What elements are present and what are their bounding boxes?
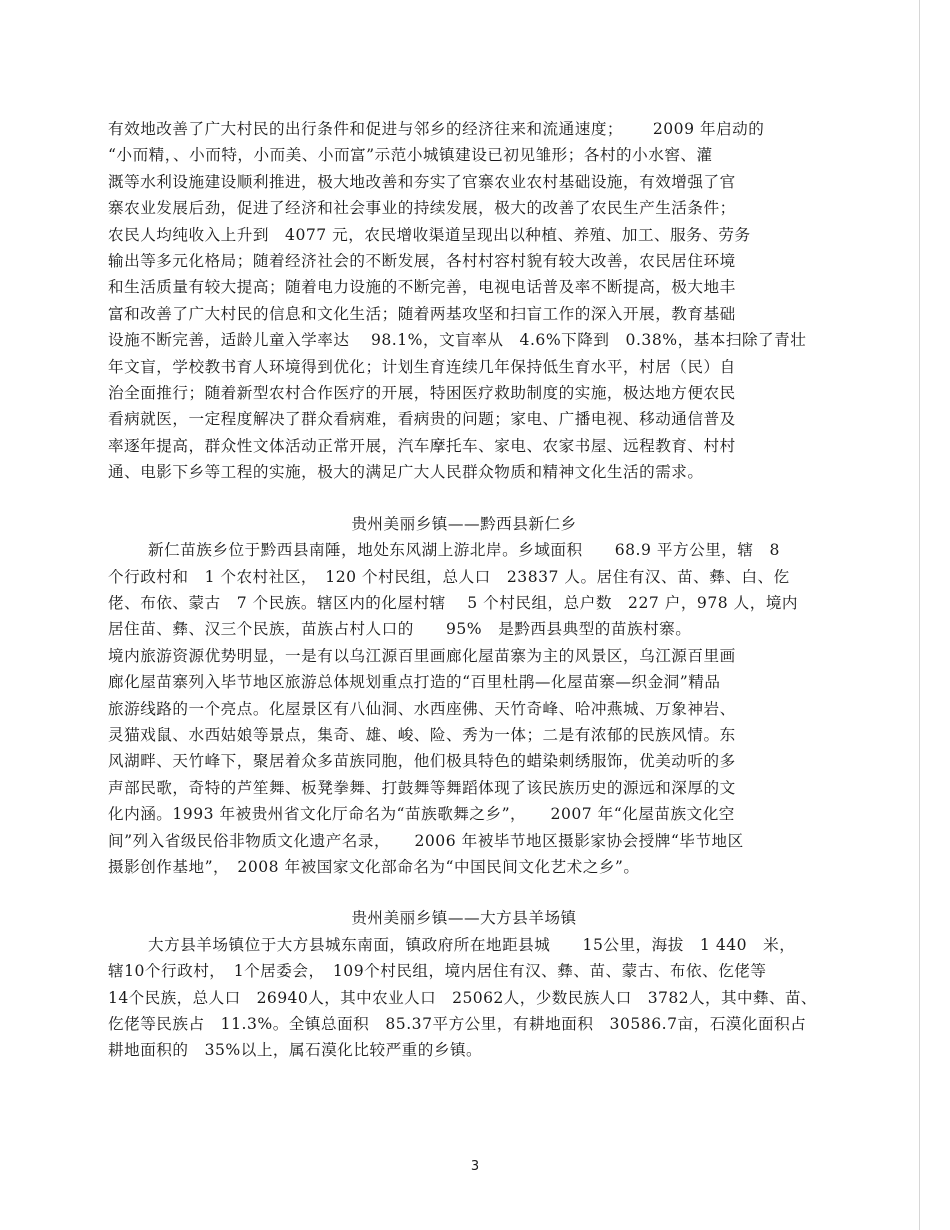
text-line: 摄影创作基地”， 2008 年被国家文化部命名为“中国民间文化艺术之乡”。 bbox=[108, 857, 640, 876]
text-line: “小而精，、小而特，小而美、小而富”示范小城镇建设已初见雏形；各村的小水窖、灌 bbox=[108, 146, 713, 165]
text-line: 看病就医，一定程度解决了群众看病难，看病贵的问题；家电、广播电视、移动通信普及 bbox=[108, 410, 736, 429]
text-line: 治全面推行；随着新型农村合作医疗的开展，特困医疗救助制度的实施，极达地方便农民 bbox=[108, 384, 736, 403]
section-title-xinren: 贵州美丽乡镇——黔西县新仁乡 bbox=[351, 514, 577, 533]
text-line: 有效地改善了广大村民的出行条件和促进与邻乡的经济往来和流通速度； 2009 年启动的 bbox=[108, 120, 765, 138]
text-line: 寨农业发展后劲，促进了经济和社会事业的持续发展，极大的改善了农民生产生活条件； bbox=[108, 199, 736, 218]
paragraph-xinren-intro bbox=[108, 537, 820, 643]
text-line: 声部民歌，奇特的芦笙舞、板凳拳舞、打鼓舞等舞蹈体现了该民族历史的源远和深厚的文 bbox=[108, 778, 736, 797]
text-line: 溉等水利设施建设顺利推进，极大地改善和夯实了官寨农业农村基础设施，有效增强了官 bbox=[108, 172, 736, 191]
text-line: 年文盲，学校教书育人环境得到优化；计划生育连续几年保持低生育水平，村居（民）自 bbox=[108, 357, 736, 376]
text-line: 佬、布依、蒙古 7 个民族。辖区内的化屋村辖 5 个村民组，总户数 227 户，978 人，境内 bbox=[108, 593, 799, 612]
text-line: 农民人均纯收入上升到 4077 元，农民增收渠道呈现出以种植、养殖、加工、服务、劳务 bbox=[108, 225, 751, 244]
text-line: 居住苗、彝、汉三个民族，苗族占村人口的 95% 是黔西县典型的苗族村寨。 bbox=[108, 620, 692, 639]
section-title-yangchang: 贵州美丽乡镇——大方县羊场镇 bbox=[351, 909, 577, 928]
text-line: 14个民族，总人口 26940人，其中农业人口 25062人，少数民族人口 3782人，其中彝、苗、 bbox=[108, 988, 817, 1007]
paragraph-yangchang-intro bbox=[108, 932, 820, 1064]
document-page bbox=[108, 116, 820, 1064]
text-line: 大方县羊场镇位于大方县城东南面，镇政府所在地距县城 15公里，海拔 1 440 米， bbox=[148, 935, 796, 954]
text-line: 辖10个行政村， 1个居委会， 109个村民组，境内居住有汉、彝、苗、蒙古、布依、仡佬等 bbox=[108, 962, 767, 981]
text-line: 设施不断完善，适龄儿童入学率达 98.1%，文盲率从 4.6%下降到 0.38%，基本扫除了青壮 bbox=[108, 331, 807, 350]
text-line: 和生活质量有较大提高；随着电力设施的不断完善，电视电话普及率不断提高，极大地丰 bbox=[108, 278, 736, 297]
text-line: 廊化屋苗寨列入毕节地区旅游总体规划重点打造的“百里杜鹃—化屋苗寨—织金洞”精品 bbox=[108, 673, 721, 692]
text-line: 旅游线路的一个亮点。化屋景区有八仙洞、水西座佛、天竹奇峰、哈冲燕城、万象神岩、 bbox=[108, 699, 736, 718]
text-line: 通、电影下乡等工程的实施，极大的满足广大人民群众物质和精神文化生活的需求。 bbox=[108, 463, 704, 482]
text-line: 新仁苗族乡位于黔西县南陲，地处东风湖上游北岸。乡域面积 68.9 平方公里，辖 8 bbox=[148, 541, 780, 560]
text-line: 风湖畔、天竹峰下，聚居着众多苗族同胞，他们极具特色的蜡染刺绣服饰，优美动听的多 bbox=[108, 752, 736, 771]
page-number: 3 bbox=[470, 1159, 480, 1174]
text-line: 个行政村和 1 个农村社区， 120 个村民组，总人口 23837 人。居住有汉、苗、彝、白、仡 bbox=[108, 567, 790, 586]
text-line: 率逐年提高，群众性文体活动正常开展，汽车摩托车、家电、农家书屋、远程教育、村村 bbox=[108, 436, 736, 455]
text-line: 灵猫戏鼠、水西姑娘等景点，集奇、雄、峻、险、秀为一体；二是有浓郁的民族风情。东 bbox=[108, 725, 736, 744]
text-line: 输出等多元化格局；随着经济社会的不断发展，各村村容村貌有较大改善，农民居住环境 bbox=[108, 252, 736, 271]
text-line: 富和改善了广大村民的信息和文化生活；随着两基攻坚和扫盲工作的深入开展，教育基础 bbox=[108, 304, 736, 323]
text-line: 间”列入省级民俗非物质文化遗产名录， 2006 年被毕节地区摄影家协会授牌“毕节地区 bbox=[108, 831, 744, 850]
text-line: 耕地面积的 35%以上，属石漠化比较严重的乡镇。 bbox=[108, 1041, 483, 1060]
text-line: 仡佬等民族占 11.3%。全镇总面积 85.37平方公里，有耕地面积 30586.7亩，石漠化面积占 bbox=[108, 1015, 807, 1033]
paragraph-xinren-tourism bbox=[108, 643, 820, 881]
text-line: 境内旅游资源优势明显，一是有以乌江源百里画廊化屋苗寨为主的风景区，乌江源百里画 bbox=[108, 646, 736, 665]
paragraph-township-development bbox=[108, 116, 820, 486]
text-line: 化内涵。1993 年被贵州省文化厅命名为“苗族歌舞之乡”， 2007 年“化屋苗族文化空 bbox=[108, 805, 735, 824]
page-edge-divider bbox=[919, 0, 920, 1230]
